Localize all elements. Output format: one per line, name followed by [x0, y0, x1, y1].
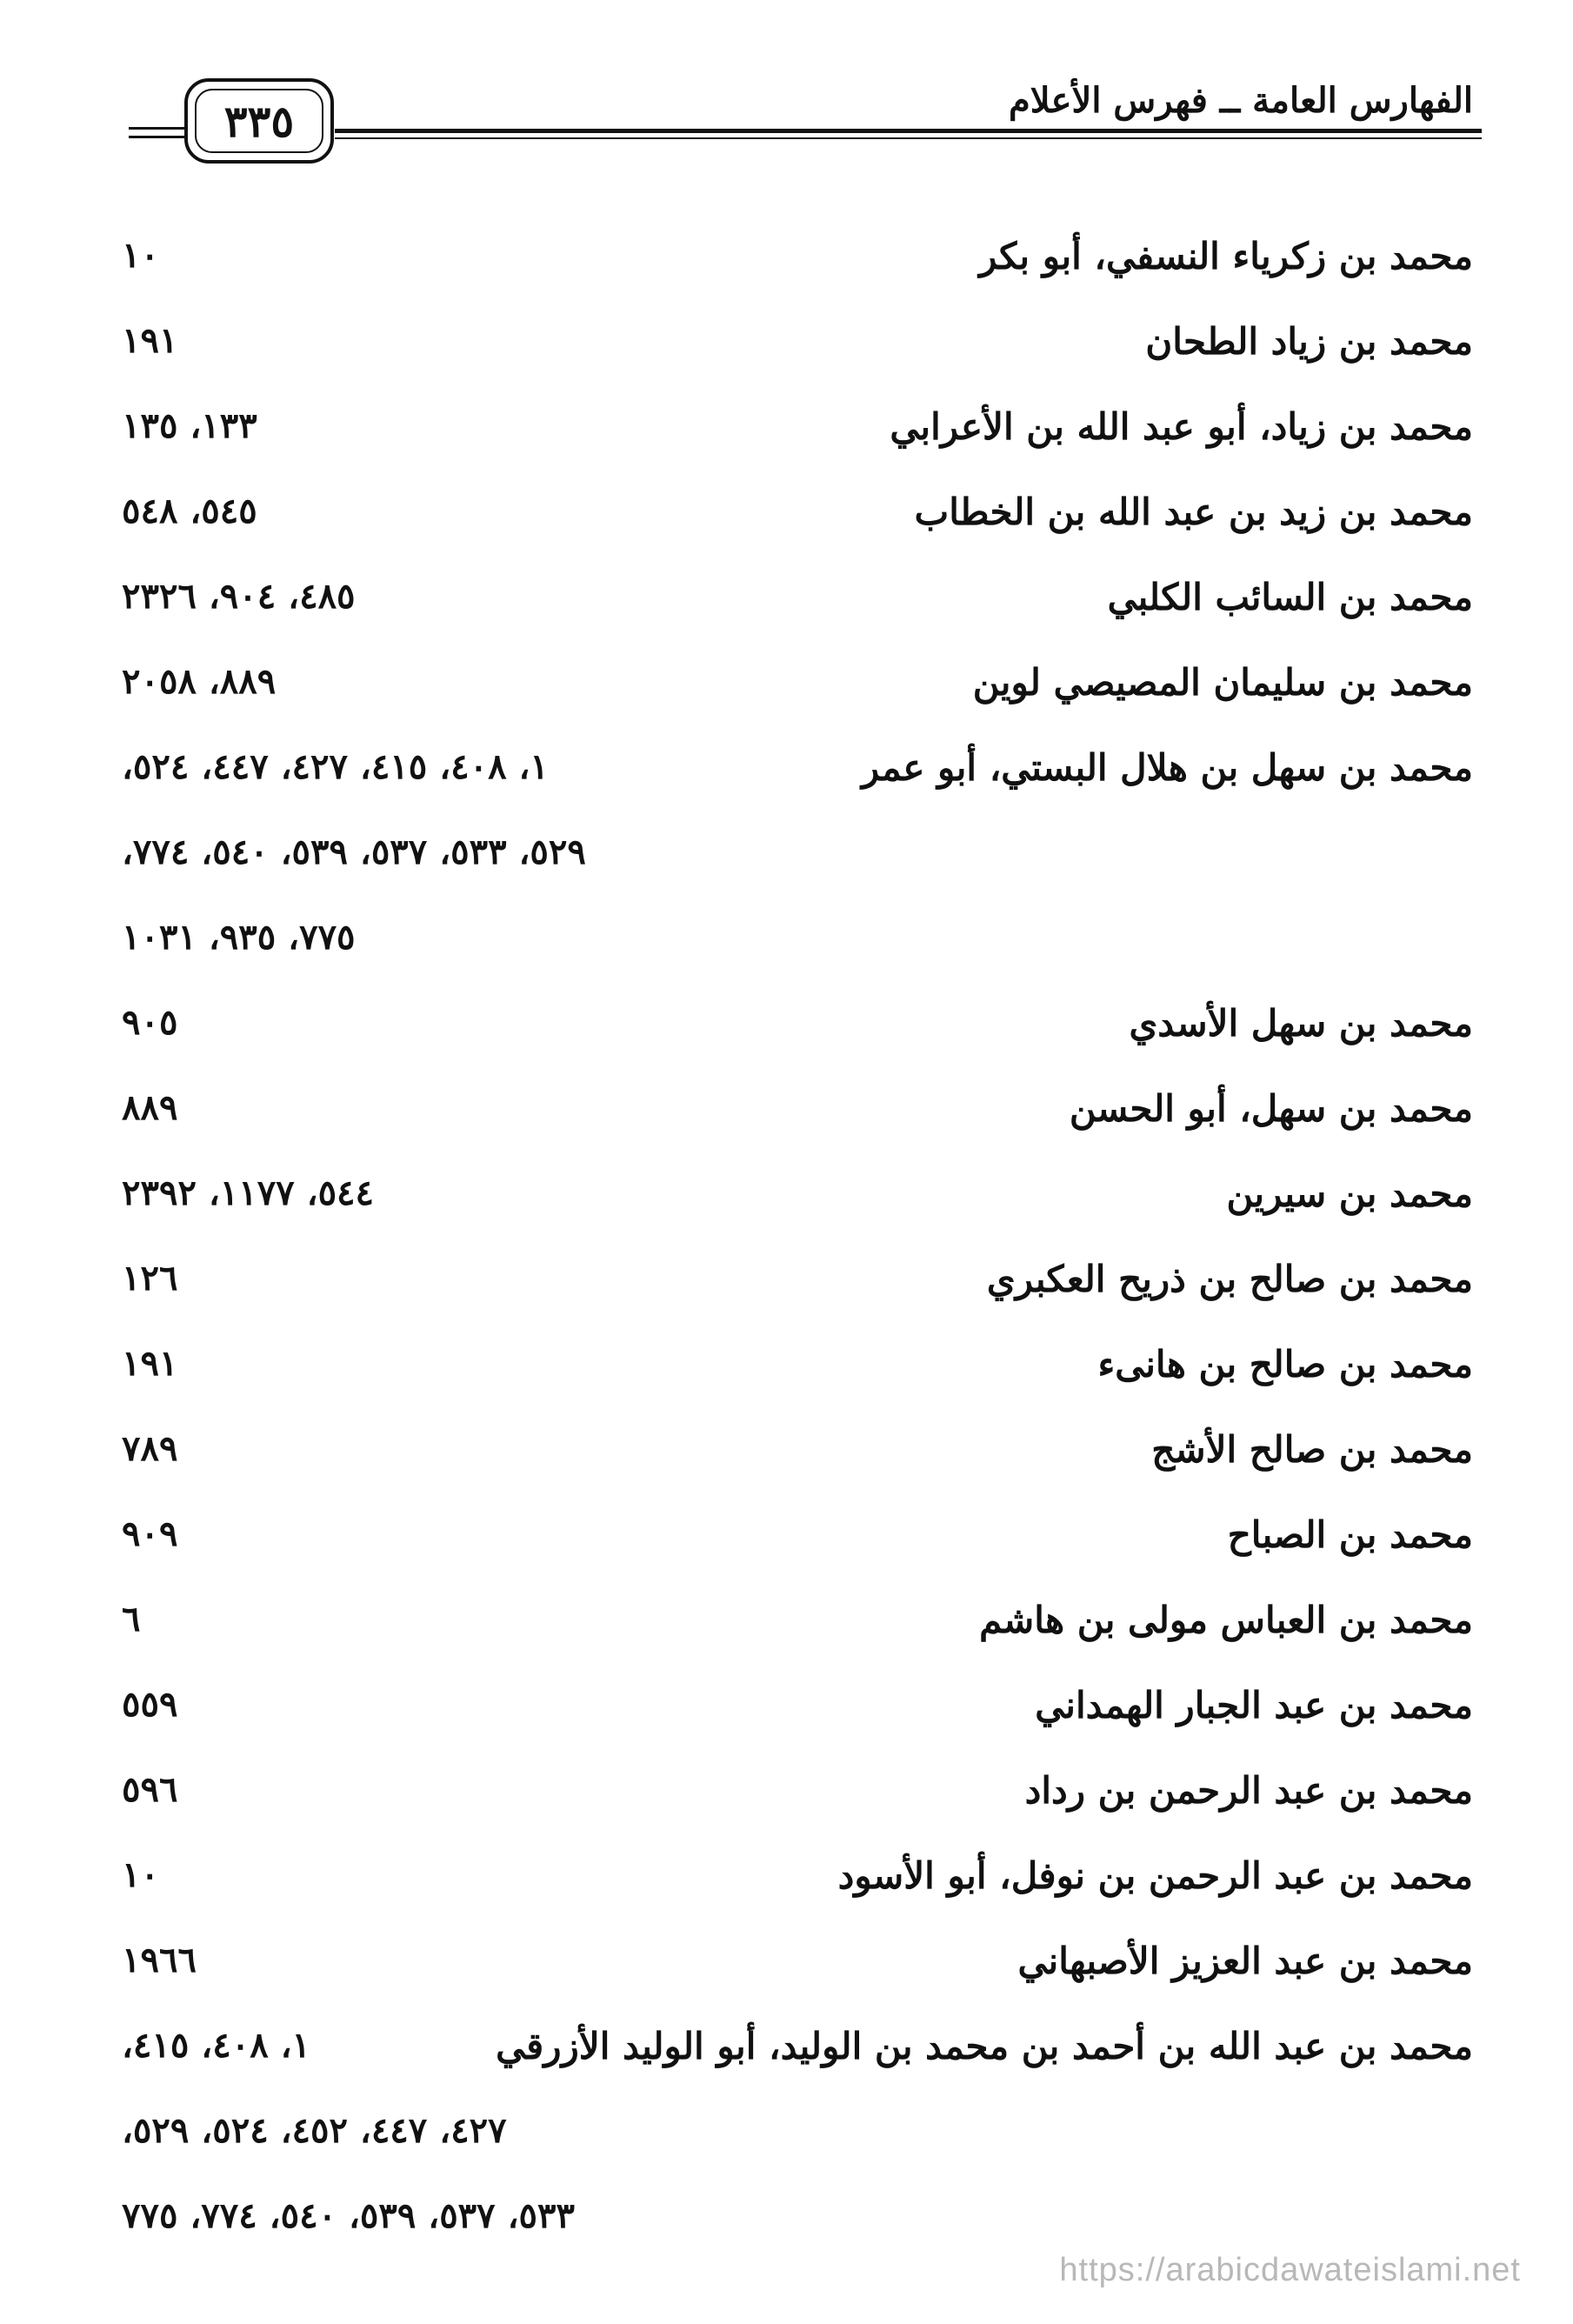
entry-pages: ١، ٤٠٨، ٤١٥،	[122, 2025, 310, 2066]
entry-name: محمد بن سهل، أبو الحسن	[1069, 1087, 1473, 1130]
entry-pages: ١، ٤٠٨، ٤١٥، ٤٢٧، ٤٤٧، ٥٢٤،	[122, 746, 549, 787]
entry-name: محمد بن صالح بن ذريح العكبري	[986, 1258, 1473, 1300]
page-number: ٣٣٥	[195, 89, 323, 153]
entry-pages: ٩٠٩	[122, 1513, 178, 1554]
entry-pages: ٨٨٩، ٢٠٥٨	[122, 661, 277, 702]
entry-name: محمد بن عبد الجبار الهمداني	[1035, 1684, 1473, 1726]
entry-pages: ١٣٣، ١٣٥	[122, 405, 257, 446]
entry-pages: ٤٨٥، ٩٠٤، ٢٣٢٦	[122, 576, 356, 617]
entry-pages: ٧٨٩	[122, 1428, 178, 1469]
entry-pages: ٥٥٩	[122, 1684, 178, 1725]
entry-name: محمد بن صالح الأشج	[1151, 1428, 1473, 1471]
entry-pages: ٥٤٤، ١١٧٧، ٢٣٩٢	[122, 1172, 375, 1213]
entry-name: محمد بن سهل الأسدي	[1129, 1002, 1473, 1045]
entry-name: محمد بن صالح بن هانىء	[1097, 1343, 1473, 1386]
entry-name: محمد بن عبد الرحمن بن نوفل، أبو الأسود	[837, 1854, 1473, 1897]
entry-pages: ١٠	[122, 1854, 159, 1895]
entry-pages-continued: ٥٢٩، ٥٣٣، ٥٣٧، ٥٣٩، ٥٤٠، ٧٧٤،	[122, 831, 586, 872]
entry-pages-continued: ٥٣٣، ٥٣٧، ٥٣٩، ٥٤٠، ٧٧٤، ٧٧٥	[122, 2195, 575, 2236]
entry-pages: ١٩١	[122, 1343, 178, 1384]
entry-name: محمد بن الصباح	[1227, 1513, 1473, 1556]
entry-name: محمد بن سهل بن هلال البستي، أبو عمر	[861, 746, 1473, 789]
entry-pages: ١٩١	[122, 320, 178, 361]
entry-name: محمد بن عبد الله بن أحمد بن محمد بن الوليد، أبو الوليد الأزرقي	[496, 2025, 1473, 2067]
entry-name: محمد بن العباس مولى بن هاشم	[979, 1599, 1473, 1641]
entry-pages: ١٩٦٦	[122, 1940, 197, 1980]
entry-pages: ٥٤٥، ٥٤٨	[122, 491, 257, 531]
entry-pages: ٥٩٦	[122, 1769, 178, 1810]
watermark-url: https://arabicdawateislami.net	[1059, 2252, 1521, 2288]
entry-pages: ١٢٦	[122, 1258, 178, 1299]
entry-pages-continued: ٤٢٧، ٤٤٧، ٤٥٢، ٥٢٤، ٥٢٩،	[122, 2110, 507, 2151]
entry-pages: ١٠	[122, 235, 159, 276]
entry-name: محمد بن زياد الطحان	[1145, 320, 1473, 363]
header-rule-thick	[335, 129, 1482, 133]
entry-name: محمد بن زكرياء النسفي، أبو بكر	[979, 235, 1473, 277]
page-number-frame	[184, 78, 334, 164]
entry-name: محمد بن عبد العزيز الأصبهاني	[1017, 1940, 1473, 1982]
entry-name: محمد بن السائب الكلبي	[1107, 576, 1473, 618]
entry-name: محمد بن زيد بن عبد الله بن الخطاب	[914, 491, 1473, 533]
running-header-title: الفهارس العامة ــ فهرس الأعلام	[1009, 80, 1473, 121]
entry-pages: ٦	[122, 1599, 141, 1639]
header-rule-left-bottom	[129, 136, 184, 138]
entry-name: محمد بن زياد، أبو عبد الله بن الأعرابي	[890, 405, 1473, 448]
entry-name: محمد بن عبد الرحمن بن رداد	[1024, 1769, 1473, 1812]
entry-pages-continued: ٧٧٥، ٩٣٥، ١٠٣١	[122, 917, 356, 958]
header-rule-left-top	[129, 127, 184, 130]
entry-pages: ٨٨٩	[122, 1087, 178, 1128]
entry-name: محمد بن سليمان المصيصي لوين	[972, 661, 1473, 704]
entry-name: محمد بن سيرين	[1226, 1172, 1473, 1215]
header-rule-thin	[335, 137, 1482, 139]
entry-pages: ٩٠٥	[122, 1002, 178, 1043]
